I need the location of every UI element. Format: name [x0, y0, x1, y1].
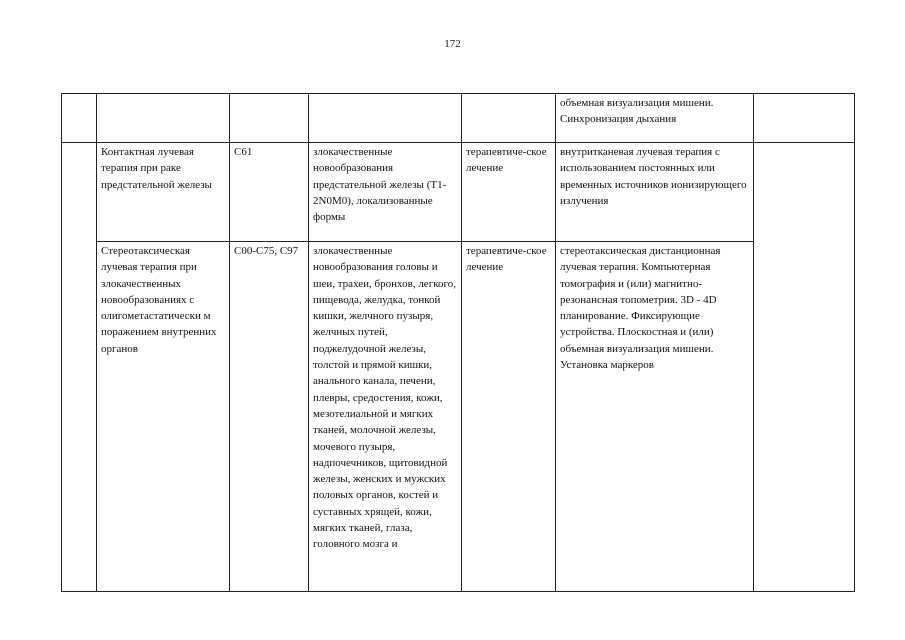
- patient-model: злокачественные новообразования предстательной железы (T1-2N0M0), локализованные формы: [313, 146, 447, 224]
- icd-code: C00-C75, C97: [234, 245, 299, 257]
- treatment-type-cell: [462, 143, 556, 242]
- cost-cell: [754, 94, 855, 143]
- treatment-type-cell: [462, 94, 556, 143]
- cost-cell: [754, 143, 855, 242]
- cost-cell: [754, 242, 855, 592]
- treatment-method-cell: [556, 143, 754, 242]
- service-name: Стереотаксическая лучевая терапия при злокачественных новообразованиях с олигометастатически м поражением внутренних органов: [101, 245, 217, 355]
- patient-model-cell: [309, 143, 462, 242]
- treatment-method: внутритканевая лучевая терапия с использованием постоянных или временных источников ионизирующего излучения: [560, 146, 747, 207]
- patient-model: злокачественные новообразования головы и шеи, трахеи, бронхов, легкого, пищевода, желудка, тонкой кишки, желчного пузыря, желчных путей, поджелудочной железы, толстой и прямой кишки, анального канала, печени, плевры, средостения, кожи, мезотелиальной и мягких тканей, молочной железы, мочевого пузыря, надпочечников, щитовидной железы, женских и мужских половых органов, костей и суставных хрящей, кожи, мягких тканей, глаза, головного мозга и: [313, 245, 456, 551]
- row-number-cell: [62, 94, 97, 143]
- treatment-method-cell: [556, 242, 754, 592]
- table-row: [62, 94, 855, 143]
- icd-code-cell: [230, 242, 309, 592]
- icd-code: C61: [234, 146, 253, 158]
- services-table: [61, 93, 855, 592]
- service-name-cell: [97, 94, 230, 143]
- service-name: Контактная лучевая терапия при раке предстательной железы: [101, 146, 212, 191]
- row-number-cell: [62, 143, 97, 242]
- treatment-method: стереотаксическая дистанционная лучевая терапия. Компьютерная томография и (или) магнитно-резонансная топометрия. 3D - 4D планирование. Фиксирующие устройства. Плоскостная и (или) объемная визуализация мишени. Установка маркеров: [560, 245, 721, 372]
- table-row: [62, 242, 855, 592]
- row-number-cell: [62, 242, 97, 592]
- table-row: [62, 143, 855, 242]
- treatment-method-cell: [556, 94, 754, 143]
- service-name-cell: [97, 242, 230, 592]
- treatment-type-cell: [462, 242, 556, 592]
- patient-model-cell: [309, 242, 462, 592]
- treatment-type: терапевтиче-ское лечение: [466, 245, 547, 274]
- treatment-type: терапевтиче-ское лечение: [466, 146, 547, 175]
- treatment-method: объемная визуализация мишени. Синхронизация дыхания: [560, 97, 714, 126]
- icd-code-cell: [230, 143, 309, 242]
- patient-model-cell: [309, 94, 462, 143]
- icd-code-cell: [230, 94, 309, 143]
- page-number: 172: [444, 38, 461, 50]
- service-name-cell: [97, 143, 230, 242]
